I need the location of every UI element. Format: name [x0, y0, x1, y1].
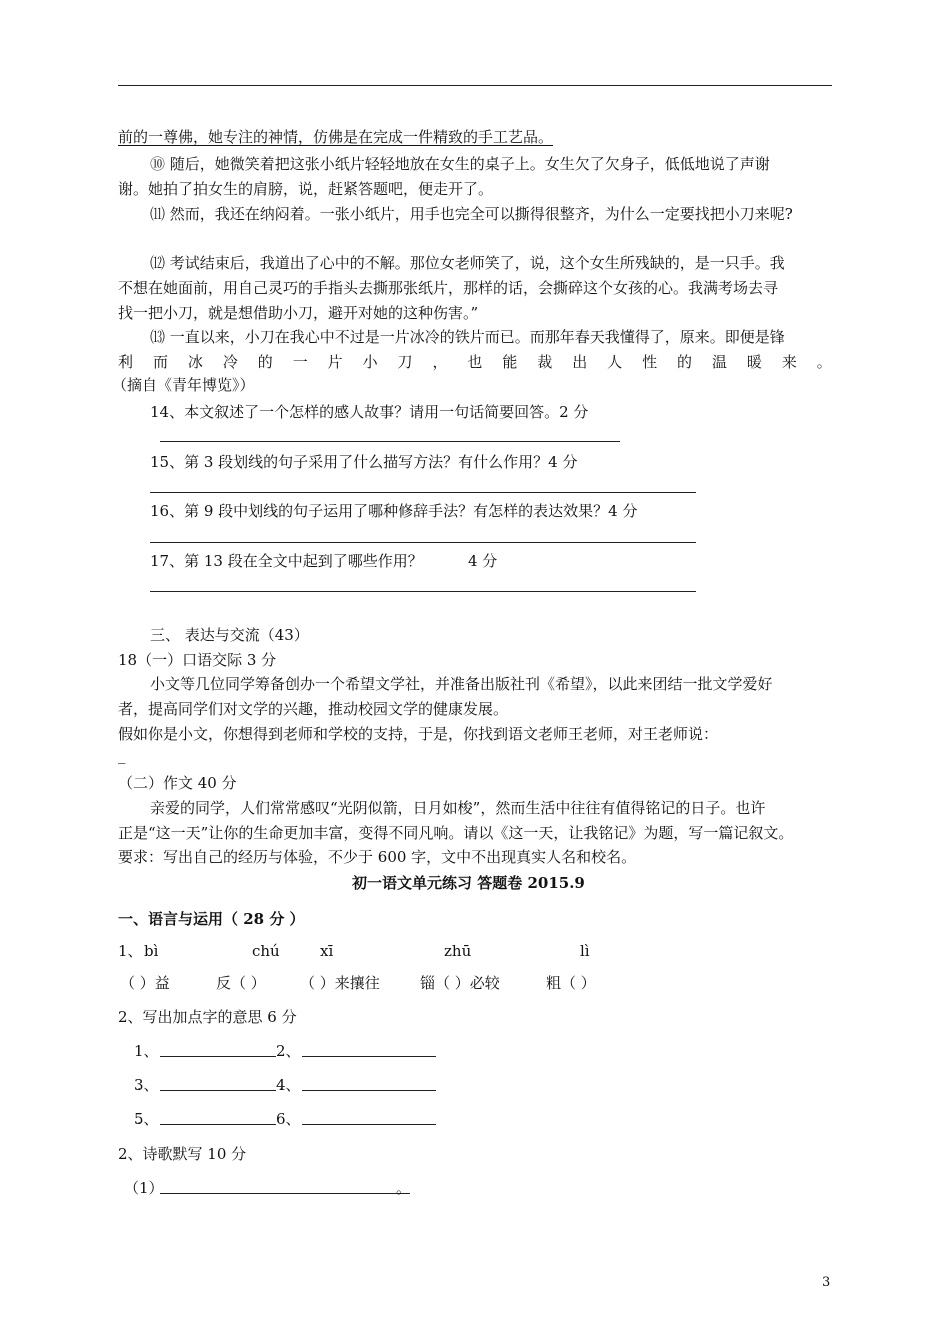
paragraph-10-line-2: 谢。她拍了拍女生的肩膀，说，赶紧答题吧，便走开了。 — [118, 180, 494, 198]
spread-char: 出 — [572, 353, 588, 371]
spread-char: 一 — [292, 353, 308, 371]
item-5-text: 5、 · — [134, 1108, 159, 1130]
item-1-line[interactable] — [160, 1056, 276, 1057]
question-14: 14、本文叙述了一个怎样的感人故事？请用一句话简要回答。2 分 — [150, 403, 589, 421]
spread-char: 。 — [816, 353, 832, 371]
answer-sheet-title: 初一语文单元练习 答题卷 2015.9 — [352, 874, 585, 892]
answer-line-15[interactable] — [150, 492, 696, 493]
pinyin-1: bì — [144, 942, 159, 960]
spread-char: 的 — [257, 353, 273, 371]
question-3-title: 2、诗歌默写 10 分 — [118, 1145, 247, 1163]
item-6-line[interactable] — [302, 1124, 436, 1125]
essay-line-3: 要求：写出自己的经历与体验，不少于 600 字，文中不出现真实人名和校名。 — [118, 848, 637, 866]
spread-char: 冰 — [187, 353, 203, 371]
spread-char: 性 — [642, 353, 658, 371]
paragraph-9-end: 前的一尊佛，她专注的神情，仿佛是在完成一件精致的手工艺品。 — [118, 128, 554, 146]
question-16: 16、第 9 段中划线的句子运用了哪种修辞手法？有怎样的表达效果？4 分 — [150, 502, 638, 520]
word-blank-4[interactable]: 锱（ ）必较 — [420, 974, 500, 992]
answer-line-14[interactable] — [160, 441, 620, 442]
spread-char: 人 — [607, 353, 623, 371]
question-15: 15、第 3 段划线的句子采用了什么描写方法？有什么作用？4 分 — [150, 453, 578, 471]
poem-1-line[interactable] — [160, 1193, 410, 1194]
paragraph-13-line-1: ⒀ 一直以来，小刀在我心中不过是一片冰冷的铁片而已。而那年春天我懂得了，原来。即便是锋 — [150, 328, 785, 346]
header-rule — [118, 85, 832, 86]
item-5-label — [134, 1108, 159, 1130]
spread-char: 也 — [467, 353, 483, 371]
item-6-label: 6、 — [276, 1110, 301, 1128]
pinyin-3: xī — [320, 942, 334, 960]
paragraph-10-line-1: ⑩ 随后，她微笑着把这张小纸片轻轻地放在女生的桌子上。女生欠了欠身子，低低地说了声谢 — [150, 155, 770, 173]
item-2-line[interactable] — [302, 1056, 436, 1057]
answer-line-16[interactable] — [150, 542, 696, 543]
word-blank-1[interactable]: （ ）益 — [120, 974, 170, 992]
spread-char: 来 — [781, 353, 797, 371]
question-18-line-3: 假如你是小文，你想得到老师和学校的支持，于是，你找到语文老师王老师，对王老师说： — [118, 725, 719, 743]
spread-char: 的 — [677, 353, 693, 371]
pinyin-4: zhū — [444, 942, 472, 960]
spread-char: 而 — [152, 353, 168, 371]
question-18-title: 18（一）口语交际 3 分 — [118, 651, 277, 669]
paragraph-12-line-3: 找一把小刀，就是想借助小刀，避开对她的这种伤害。” — [118, 304, 479, 322]
paragraph-12-line-2: 不想在她面前，用自己灵巧的手指头去撕那张纸片，那样的话，会撕碎这个女孩的心。我满考场去寻 — [118, 279, 779, 297]
poem-1-label: （1） — [124, 1179, 164, 1197]
spread-char: 片 — [327, 353, 343, 371]
spread-char: 刀 — [397, 353, 413, 371]
spread-char: 温 — [711, 353, 727, 371]
item-5-line[interactable] — [160, 1124, 276, 1125]
item-1-label: 1、 — [134, 1042, 159, 1060]
part-1-title: 一、语言与运用（ 28 分 ） — [118, 910, 305, 928]
word-blank-5[interactable]: 粗（ ） — [546, 974, 596, 992]
spread-char: 小 — [362, 353, 378, 371]
question-17-score: 4 分 — [468, 552, 498, 570]
essay-title: （二）作文 40 分 — [118, 774, 237, 792]
spread-char: 能 — [502, 353, 518, 371]
paragraph-13-line-2 — [118, 351, 832, 373]
item-3-label — [134, 1074, 159, 1096]
spread-char: ， — [432, 353, 448, 371]
paragraph-12-line-1: ⑿ 考试结束后，我道出了心中的不解。那位女老师笑了，说，这个女生所残缺的，是一只手。我 — [150, 254, 785, 272]
spread-char: 暖 — [746, 353, 762, 371]
page-number: 3 — [822, 1275, 831, 1290]
poem-1-end: 。 — [396, 1179, 412, 1197]
spread-char: 裁 — [537, 353, 553, 371]
word-blank-3[interactable]: （ ）来攘往 — [300, 974, 380, 992]
section-3-title: 三、 表达与交流（43） — [150, 626, 309, 644]
pinyin-5: lì — [580, 942, 590, 960]
word-blank-2[interactable]: 反（ ） — [216, 974, 266, 992]
item-2-label: 2、 — [276, 1042, 301, 1060]
pinyin-label: 1、 — [118, 942, 143, 960]
question-18-line-1: 小文等几位同学筹备创办一个希望文学社，并准备出版社刊《希望》，以此来团结一批文学爱好 — [150, 675, 773, 693]
item-4-line[interactable] — [302, 1090, 436, 1091]
question-17: 17、第 13 段在全文中起到了哪些作用？ — [150, 552, 423, 570]
essay-line-2: 正是“这一天”让你的生命更加丰富，变得不同凡响。请以《这一天，让我铭记》为题，写一篇记叙文。 — [118, 824, 794, 842]
spread-char: 利 — [118, 353, 134, 371]
item-3-line[interactable] — [160, 1090, 276, 1091]
source-citation: （摘自《青年博览》） — [112, 376, 255, 394]
item-4-label — [276, 1074, 301, 1096]
question-18-blank[interactable]: _ — [118, 746, 126, 764]
item-3-text: 3、 · — [134, 1074, 159, 1096]
question-18-line-2: 者，提高同学们对文学的兴趣，推动校园文学的健康发展。 — [118, 700, 509, 718]
question-2-title: 2、写出加点字的意思 6 分 — [118, 1008, 297, 1026]
spread-char: 冷 — [222, 353, 238, 371]
essay-line-1: 亲爱的同学，人们常常感叹“光阴似箭，日月如梭”，然而生活中往往有值得铭记的日子。也许 — [150, 799, 766, 817]
answer-line-17[interactable] — [150, 591, 696, 592]
item-4-text: 4、 · — [276, 1074, 301, 1096]
paragraph-11: ⑾ 然而，我还在纳闷着。一张小纸片，用手也完全可以撕得很整齐，为什么一定要找把小刀来呢? — [150, 205, 793, 223]
pinyin-2: chú — [252, 942, 280, 960]
